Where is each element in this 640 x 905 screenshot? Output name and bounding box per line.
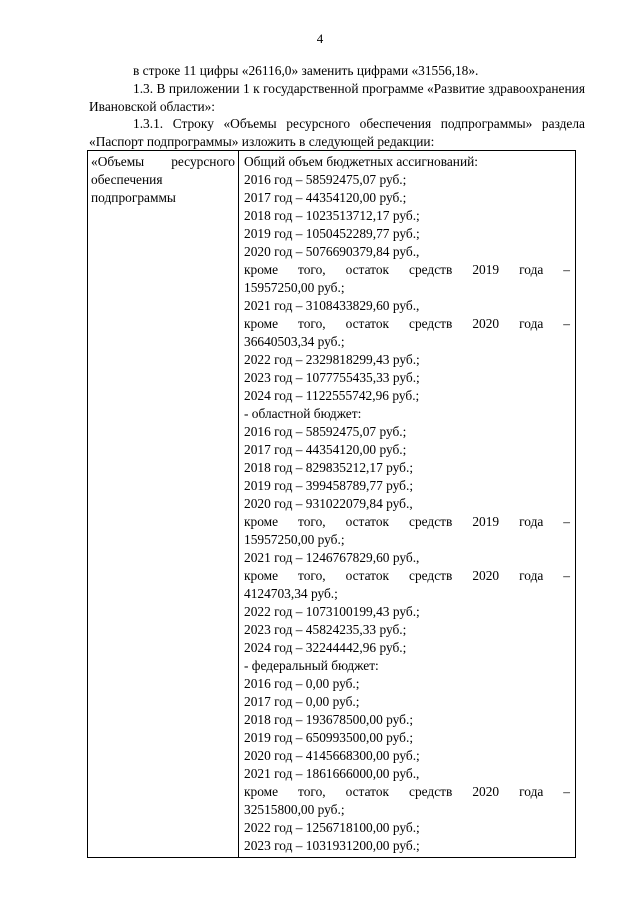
funding-line: 2024 год – 1122555742,96 руб.;: [244, 388, 420, 403]
funding-line: 2018 год – 193678500,00 руб.;: [244, 712, 414, 727]
funding-line: 2022 год – 2329818299,43 руб.;: [244, 352, 420, 367]
funding-line: 36640503,34 руб.;: [244, 334, 345, 349]
funding-line: - областной бюджет:: [244, 406, 362, 421]
intro-paragraph-2: 1.3. В приложении 1 к государственной программе «Развитие здравоохранения Ивановской области»:: [89, 81, 585, 114]
page-number: 4: [316, 31, 324, 46]
funding-line: - федеральный бюджет:: [244, 658, 379, 673]
intro-line-1: в строке 11 цифры «26116,0» заменить цифрами «31556,18».: [133, 63, 479, 78]
funding-line: кроме того, остаток средств 2019 года –: [244, 262, 570, 277]
funding-line: 2023 год – 1077755435,33 руб.;: [244, 370, 420, 385]
funding-line: 2018 год – 829835212,17 руб.;: [244, 460, 414, 475]
funding-line: 2018 год – 1023513712,17 руб.;: [244, 208, 420, 223]
funding-line: 2019 год – 1050452289,77 руб.;: [244, 226, 420, 241]
funding-line: 2017 год – 44354120,00 руб.;: [244, 442, 407, 457]
funding-line: кроме того, остаток средств 2020 года –: [244, 316, 570, 331]
funding-line: 2017 год – 0,00 руб.;: [244, 694, 360, 709]
funding-line: кроме того, остаток средств 2019 года –: [244, 514, 570, 529]
subprogram-passport-table: [87, 150, 576, 858]
row-label-line: подпрограммы: [91, 190, 176, 205]
funding-line: 2022 год – 1256718100,00 руб.;: [244, 820, 420, 835]
row-label: [91, 153, 235, 207]
funding-line: 2021 год – 3108433829,60 руб.,: [244, 298, 420, 313]
funding-line: кроме того, остаток средств 2020 года –: [244, 568, 570, 583]
funding-line: 32515800,00 руб.;: [244, 802, 345, 817]
funding-line: 2019 год – 399458789,77 руб.;: [244, 478, 414, 493]
row-label-line: «Объемы ресурсного: [91, 154, 235, 169]
funding-line: 2024 год – 32244442,96 руб.;: [244, 640, 407, 655]
funding-line: 2022 год – 1073100199,43 руб.;: [244, 604, 420, 619]
funding-line: 15957250,00 руб.;: [244, 280, 345, 295]
row-label-line: обеспечения: [91, 172, 163, 187]
funding-content: [244, 153, 570, 855]
funding-line: 15957250,00 руб.;: [244, 532, 345, 547]
intro-paragraph-3: 1.3.1. Строку «Объемы ресурсного обеспечения подпрограммы» раздела «Паспорт подпрограммы» изложить в следующей редакции:: [89, 116, 585, 149]
funding-line: 2020 год – 931022079,84 руб.,: [244, 496, 413, 511]
row-label-cell: [88, 151, 239, 858]
funding-line: 4124703,34 руб.;: [244, 586, 338, 601]
funding-line: 2021 год – 1861666000,00 руб.,: [244, 766, 420, 781]
funding-line: 2021 год – 1246767829,60 руб.,: [244, 550, 420, 565]
funding-line: Общий объем бюджетных ассигнований:: [244, 154, 479, 169]
funding-line: 2023 год – 1031931200,00 руб.;: [244, 838, 420, 853]
funding-line: кроме того, остаток средств 2020 года –: [244, 784, 570, 799]
funding-line: 2016 год – 58592475,07 руб.;: [244, 172, 407, 187]
funding-line: 2020 год – 5076690379,84 руб.,: [244, 244, 420, 259]
funding-line: 2017 год – 44354120,00 руб.;: [244, 190, 407, 205]
funding-line: 2023 год – 45824235,33 руб.;: [244, 622, 407, 637]
table-row: [88, 151, 576, 858]
funding-line: 2019 год – 650993500,00 руб.;: [244, 730, 414, 745]
row-content-cell: [239, 151, 576, 858]
funding-line: 2016 год – 0,00 руб.;: [244, 676, 360, 691]
funding-line: 2016 год – 58592475,07 руб.;: [244, 424, 407, 439]
funding-line: 2020 год – 4145668300,00 руб.;: [244, 748, 420, 763]
